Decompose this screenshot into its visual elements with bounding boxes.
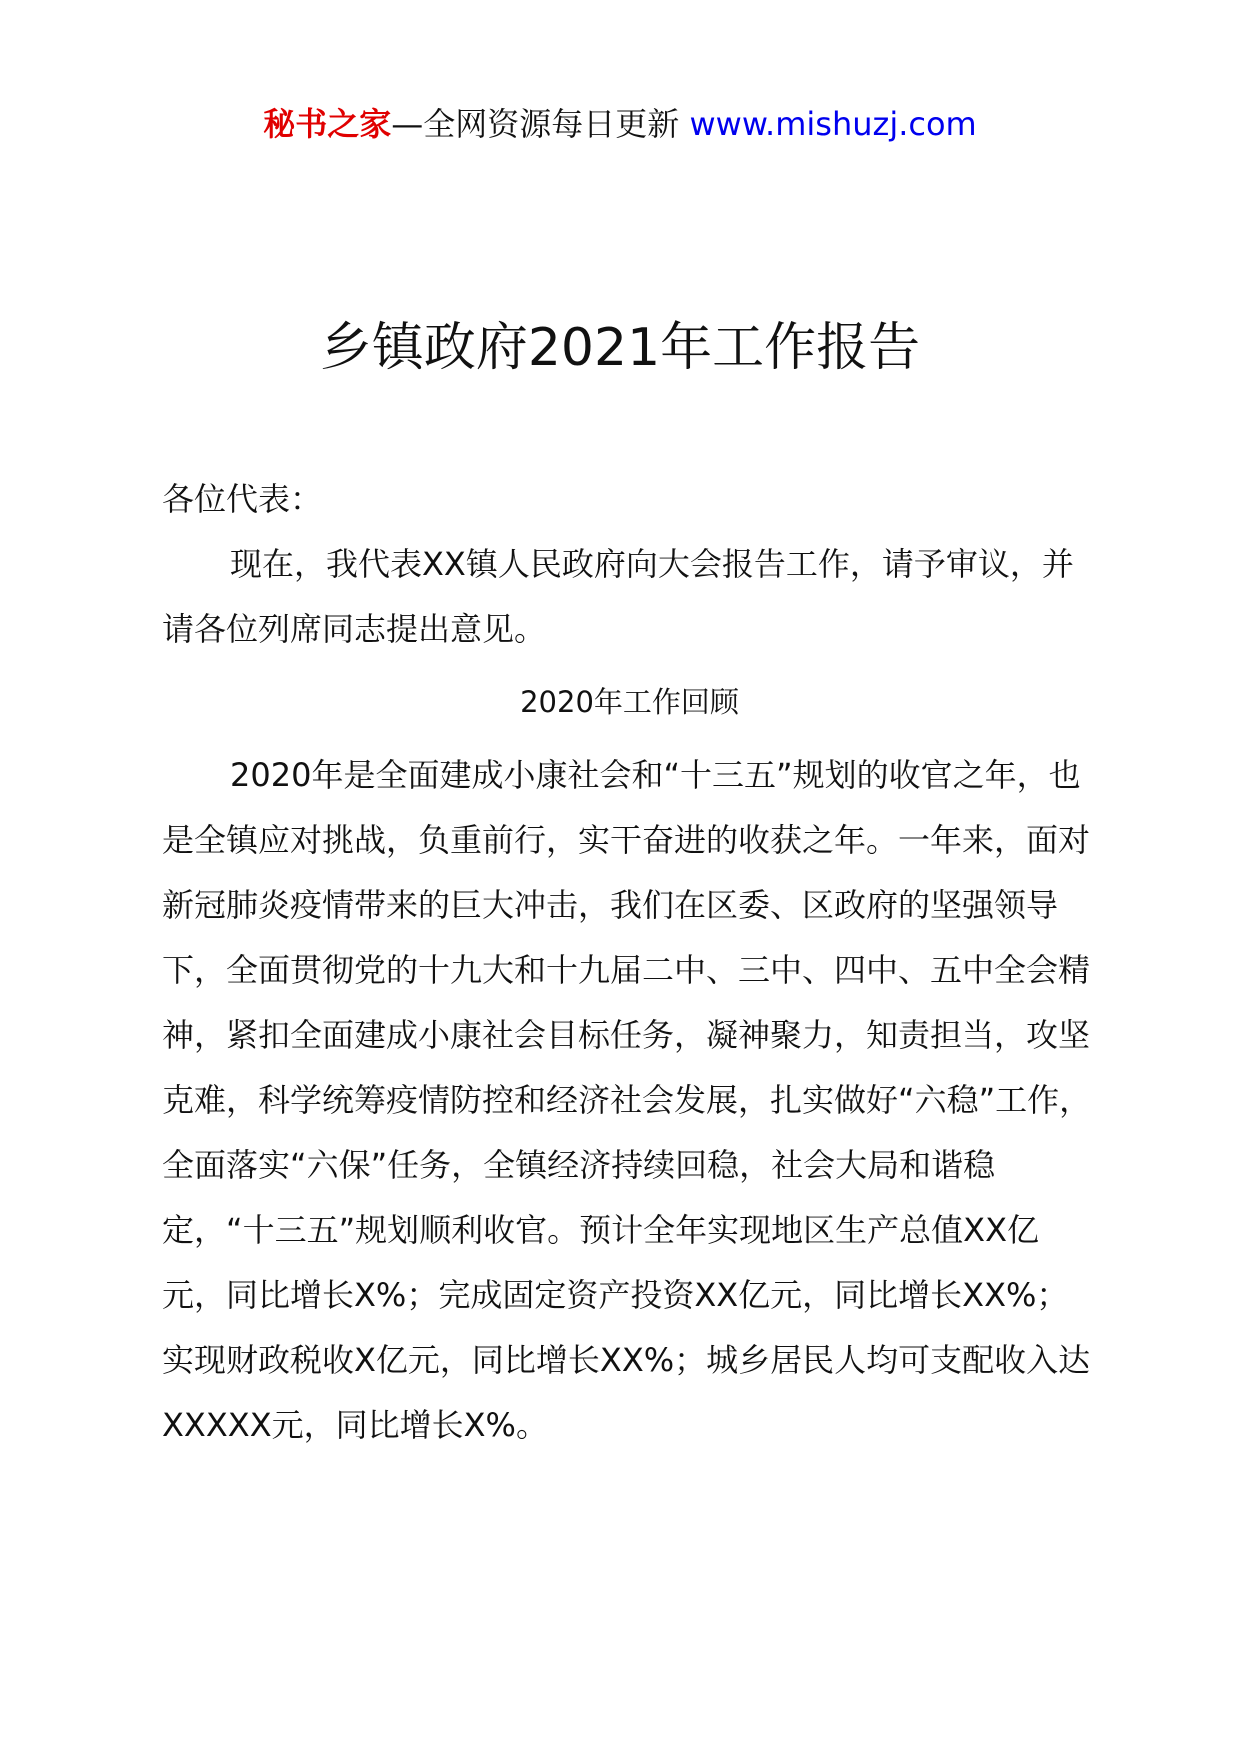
- document-title: 乡镇政府2021年工作报告: [319, 318, 921, 378]
- document-body: [162, 467, 1097, 1458]
- site-header: [0, 96, 1240, 152]
- header-tagline: —全网资源每日更新: [391, 105, 690, 143]
- body-paragraph: 2020年是全面建成小康社会和“十三五”规划的收官之年，也是全镇应对挑战，负重前行，实干奋进的收获之年。一年来，面对新冠肺炎疫情带来的巨大冲击，我们在区委、区政府的坚强领导下，全面贯彻党的十九大和十九届二中、三中、四中、五中全会精神，紧扣全面建成小康社会目标任务，凝神聚力，知责担当，攻坚克难，科学统筹疫情防控和经济社会发展，扎实做好“六稳”工作，全面落实“六保”任务，全镇经济持续回稳，社会大局和谐稳定，“十三五”规划顺利收官。预计全年实现地区生产总值XX亿元，同比增长X%；完成固定资产投资XX亿元，同比增长XX%；实现财政税收X亿元，同比增长XX%；城乡居民人均可支配收入达XXXXX元，同比增长X%。: [162, 756, 1092, 1444]
- section-heading: 2020年工作回顾: [520, 685, 739, 719]
- salutation: 各位代表：: [162, 480, 323, 518]
- brand-name: 秘书之家: [263, 105, 392, 143]
- intro-paragraph: 现在，我代表XX镇人民政府向大会报告工作，请予审议，并请各位列席同志提出意见。: [162, 545, 1074, 648]
- site-url-link[interactable]: www.mishuzj.com: [689, 105, 977, 143]
